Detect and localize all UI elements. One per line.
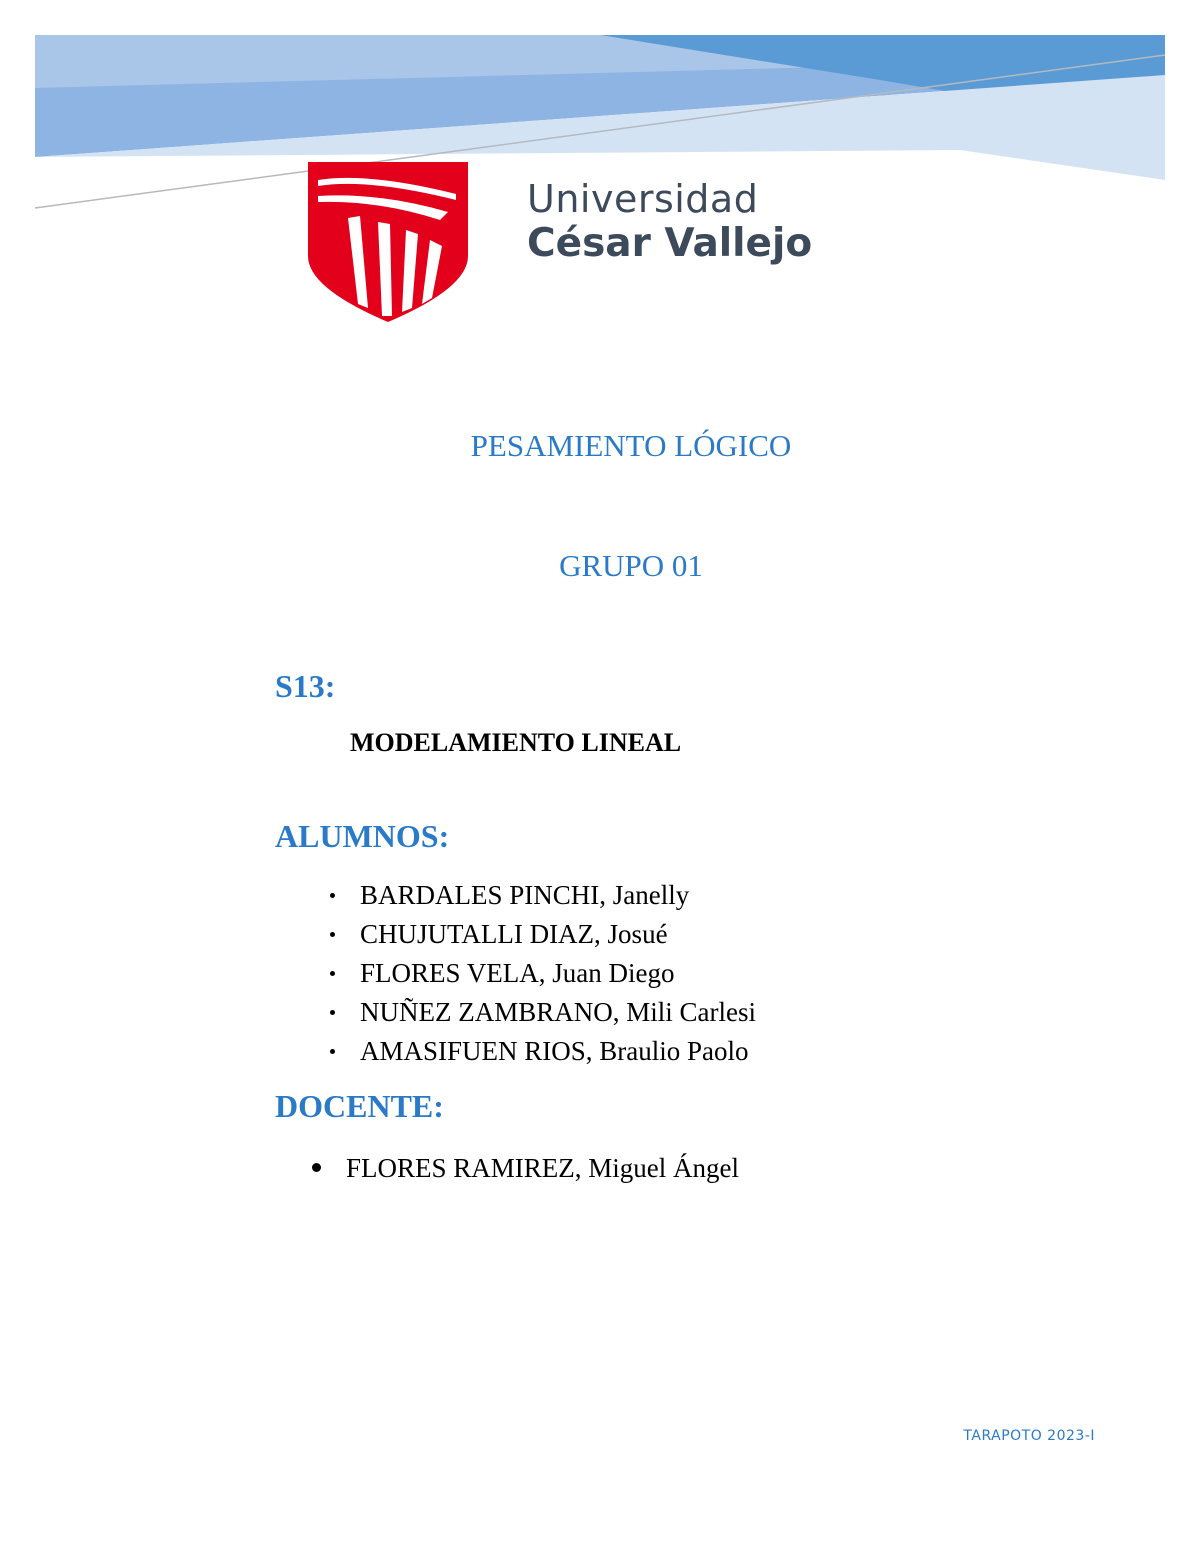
bullet-icon [330, 1010, 335, 1015]
teacher-list-item [312, 1150, 739, 1186]
university-shield-logo [308, 158, 468, 322]
bullet-icon [330, 893, 335, 898]
bullet-icon [312, 1163, 321, 1172]
session-label: S13: [275, 668, 336, 704]
list-item [330, 993, 756, 1032]
student-name: CHUJUTALLI DIAZ, Josué [360, 919, 668, 949]
bullet-icon [330, 932, 335, 937]
teacher-name: FLORES RAMIREZ, Miguel Ángel [346, 1153, 740, 1183]
students-label: ALUMNOS: [275, 818, 450, 854]
session-topic: MODELAMIENTO LINEAL [350, 728, 682, 757]
student-name: BARDALES PINCHI, Janelly [360, 880, 690, 910]
list-item [330, 915, 756, 954]
teacher-label: DOCENTE: [275, 1088, 444, 1124]
university-wordmark [527, 177, 813, 266]
list-item [330, 876, 756, 915]
wordmark-line-2: César Vallejo [527, 221, 813, 266]
course-title: PESAMIENTO LÓGICO [470, 428, 792, 463]
bullet-icon [330, 971, 335, 976]
group-title: GRUPO 01 [559, 548, 703, 583]
student-name: NUÑEZ ZAMBRANO, Mili Carlesi [360, 997, 756, 1027]
list-item [330, 954, 756, 993]
wordmark-line-1: Universidad [527, 177, 759, 221]
footer-location-year: TARAPOTO 2023-I [963, 1428, 1095, 1444]
student-name: AMASIFUEN RIOS, Braulio Paolo [360, 1036, 749, 1066]
bullet-icon [330, 1049, 335, 1054]
student-name: FLORES VELA, Juan Diego [360, 958, 675, 988]
students-list [330, 876, 756, 1071]
list-item [330, 1032, 756, 1071]
